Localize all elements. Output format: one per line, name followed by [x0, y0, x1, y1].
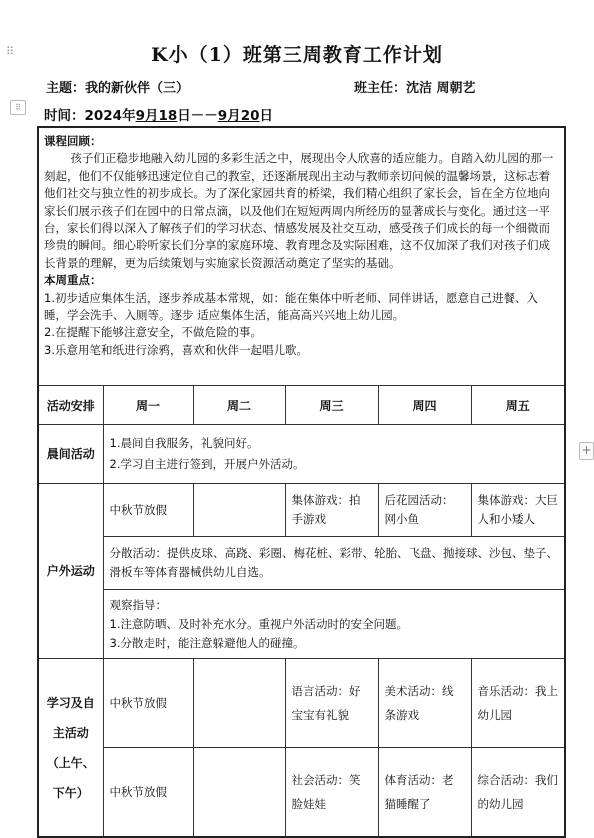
review-section	[38, 127, 565, 386]
header-cell: 活动安排	[38, 386, 103, 425]
morning-item: 1.晨间自我服务，礼貌问好。	[109, 436, 259, 450]
date-range: 时间：2024年9月18日－－9月20日	[44, 108, 273, 124]
morning-row	[38, 425, 565, 484]
header-cell: 周五	[471, 386, 565, 425]
study-fri: 音乐活动：我上幼儿园	[471, 659, 565, 748]
study-label: 学习及自 主活动 （上午、 下午）	[38, 659, 103, 838]
outdoor-thu: 后花园活动：网小鱼	[378, 484, 471, 537]
study-thu: 美术活动：线条游戏	[378, 659, 471, 748]
study-fri: 综合活动：我们的幼儿园	[471, 748, 565, 838]
outdoor-wed: 集体游戏：拍手游戏	[285, 484, 378, 537]
outdoor-tue	[193, 484, 285, 537]
table-handle-icon[interactable]: ⠿	[10, 100, 26, 115]
study-mon: 中秋节放假	[103, 748, 193, 838]
morning-label: 晨间活动	[38, 425, 103, 484]
outdoor-observe	[103, 590, 565, 659]
study-mon: 中秋节放假	[103, 659, 193, 748]
header-cell: 周一	[103, 386, 193, 425]
drag-handle-icon[interactable]: ⠿	[6, 45, 15, 58]
page-title: K小（1）班第三周教育工作计划	[151, 44, 443, 66]
morning-content	[103, 425, 565, 484]
theme-label: 主题：我的新伙伴（三）	[46, 81, 190, 96]
study-row	[38, 659, 565, 748]
study-row	[38, 748, 565, 838]
review-title: 课程回顾：	[44, 134, 102, 148]
morning-item: 2.学习自主进行签到，开展户外活动。	[109, 457, 305, 471]
focus-item: 2.在提醒下能够注意安全，不做危险的事。	[44, 325, 262, 340]
header-cell: 周四	[378, 386, 471, 425]
plan-table	[37, 126, 566, 838]
header-cell: 周二	[193, 386, 285, 425]
outdoor-fri: 集体游戏：大巨人和小矮人	[471, 484, 565, 537]
study-wed: 社会活动：笑脸娃娃	[285, 748, 378, 838]
review-body: 孩子们正稳步地融入幼儿园的多彩生活之中，展现出令人欣喜的适应能力。自踏入幼儿园的那一刻起，他们不仅能够迅速定位自己的教室，还逐渐展现出主动与教师亲切问候的温馨场景，这标志着他们社交与独立性的初步成长。为了深化家园共育的桥梁，我们精心组织了家长会，旨在全方位地向家长们展示孩子们在园中的日常点滴，以及他们在短短两周内所经历的显著成长与变化。通过这一平台，家长们得以深入了解孩子们的学习状态、情感发展及社交互动，感受孩子们成长的每一个细微而珍贵的瞬间。细心聆听家长们分享的家庭环境、教育理念及实际困难，这不仅加深了我们对孩子们成长背景的理解，更为后续策划与实施家长资源活动奠定了坚实的基础。	[44, 151, 554, 270]
observe-item: 1.注意防晒、及时补充水分。重视户外活动时的安全问题。	[109, 616, 408, 631]
outdoor-label: 户外运动	[38, 484, 103, 659]
teacher-label: 班主任：沈洁 周朝艺	[354, 81, 476, 96]
outdoor-row	[38, 484, 565, 537]
table-header-row	[38, 386, 565, 425]
study-tue	[193, 748, 285, 838]
study-wed: 语言活动：好宝宝有礼貌	[285, 659, 378, 748]
outdoor-scatter: 分散活动：提供皮球、高跷、彩圈、梅花桩、彩带、轮胎、飞盘、抛接球、沙包、垫子、滑板车等体育器械供幼儿自选。	[103, 537, 565, 590]
observe-title: 观察指导：	[109, 597, 167, 612]
focus-item: 1.初步适应集体生活，逐步养成基本常规，如：能在集体中听老师、同伴讲话，愿意自己进餐、入睡，学会洗手、入厕等。逐步 适应集体生活，能高高兴兴地上幼儿园。	[44, 290, 538, 323]
outdoor-mon: 中秋节放假	[103, 484, 193, 537]
focus-title: 本周重点：	[44, 273, 102, 288]
study-tue	[193, 659, 285, 748]
header-cell: 周三	[285, 386, 378, 425]
focus-item: 3.乐意用笔和纸进行涂鸦，喜欢和伙伴一起唱儿歌。	[44, 342, 308, 357]
add-column-button[interactable]: +	[579, 442, 594, 460]
study-thu: 体育活动：老猫睡醒了	[378, 748, 471, 838]
observe-item: 3.分散走时，能注意躲避他人的碰撞。	[109, 635, 305, 650]
